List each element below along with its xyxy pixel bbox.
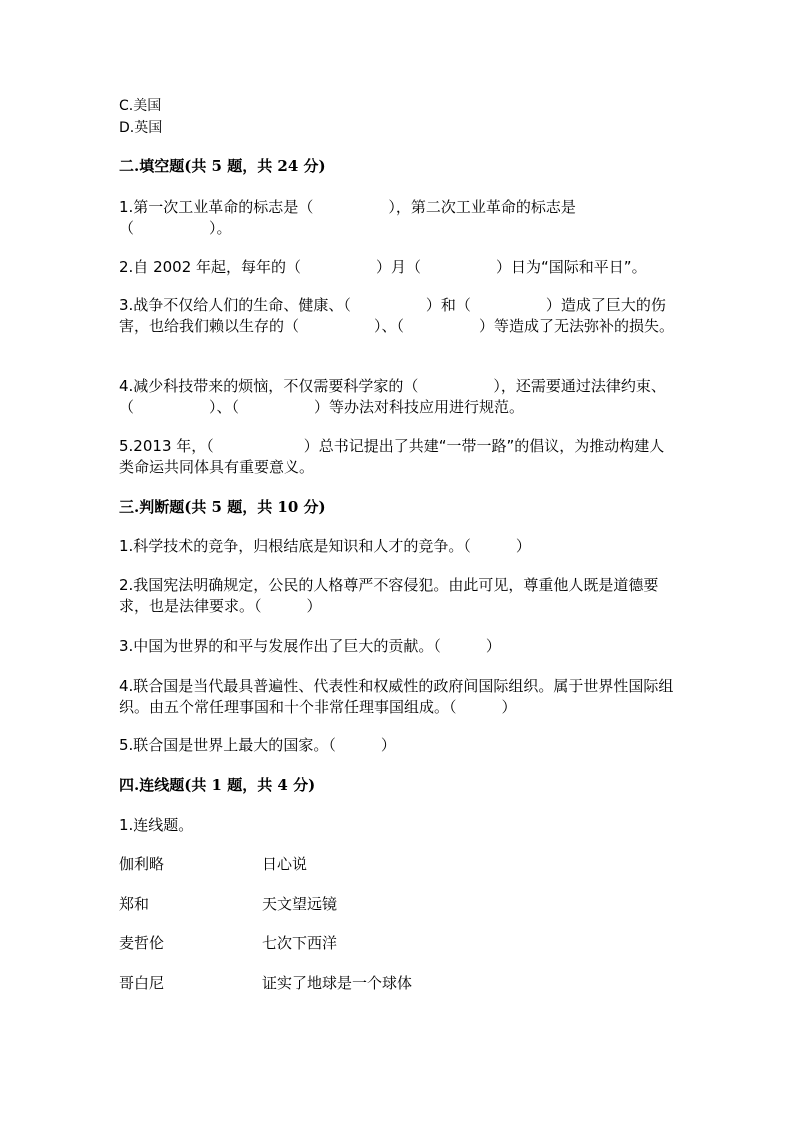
match-right-item: 证实了地球是一个球体 [262, 974, 413, 992]
match-right-item: 七次下西洋 [262, 934, 338, 952]
judge-question-1: 1.科学技术的竞争，归根结底是知识和人才的竞争。（ ） [119, 537, 531, 555]
judge-question-5: 5.联合国是世界上最大的国家。（ ） [119, 736, 396, 754]
judge-question-3: 3.中国为世界的和平与发展作出了巨大的贡献。（ ） [119, 637, 501, 655]
fill-question-4: 4.减少科技带来的烦恼，不仅需要科学家的（ ），还需要通过法律约束、（ ）、（ ）等办法对科技应用进行规范。 [119, 377, 666, 416]
match-right-item: 天文望远镜 [262, 895, 338, 913]
fill-section-heading: 二.填空题(共 5 题，共 24 分) [119, 157, 326, 175]
judge-question-2: 2.我国宪法明确规定，公民的人格尊严不容侵犯。由此可见，尊重他人既是道德要求，也是法律要求。（ ） [119, 576, 659, 615]
fill-question-3: 3.战争不仅给人们的生命、健康、（ ）和（ ）造成了巨大的伤害，也给我们赖以生存的（ ）、（ ）等造成了无法弥补的损失。 [119, 296, 675, 335]
match-right-item: 日心说 [262, 855, 308, 873]
fill-question-2: 2.自 2002 年起，每年的（ ）月（ ）日为“国际和平日”。 [119, 258, 647, 276]
option-d: D.英国 [119, 120, 163, 136]
match-section-heading: 四.连线题(共 1 题，共 4 分) [119, 776, 316, 794]
fill-question-5: 5.2013 年，（ ）总书记提出了共建“一带一路”的倡议，为推动构建人类命运共同体具有重要意义。 [119, 437, 665, 476]
judge-question-4: 4.联合国是当代最具普遍性、代表性和权威性的政府间国际组织。属于世界性国际组织。由五个常任理事国和十个非常任理事国组成。（ ） [119, 677, 674, 716]
fill-question-1: 1.第一次工业革命的标志是（ ），第二次工业革命的标志是（ ）。 [119, 198, 576, 237]
option-c: C.美国 [119, 98, 162, 114]
match-left-item: 哥白尼 [119, 974, 165, 992]
match-left-item: 麦哲伦 [119, 934, 165, 952]
match-left-item: 伽利略 [119, 855, 165, 873]
match-question-prompt: 1.连线题。 [119, 816, 194, 834]
judge-section-heading: 三.判断题(共 5 题，共 10 分) [119, 498, 326, 516]
match-left-item: 郑和 [119, 895, 150, 913]
